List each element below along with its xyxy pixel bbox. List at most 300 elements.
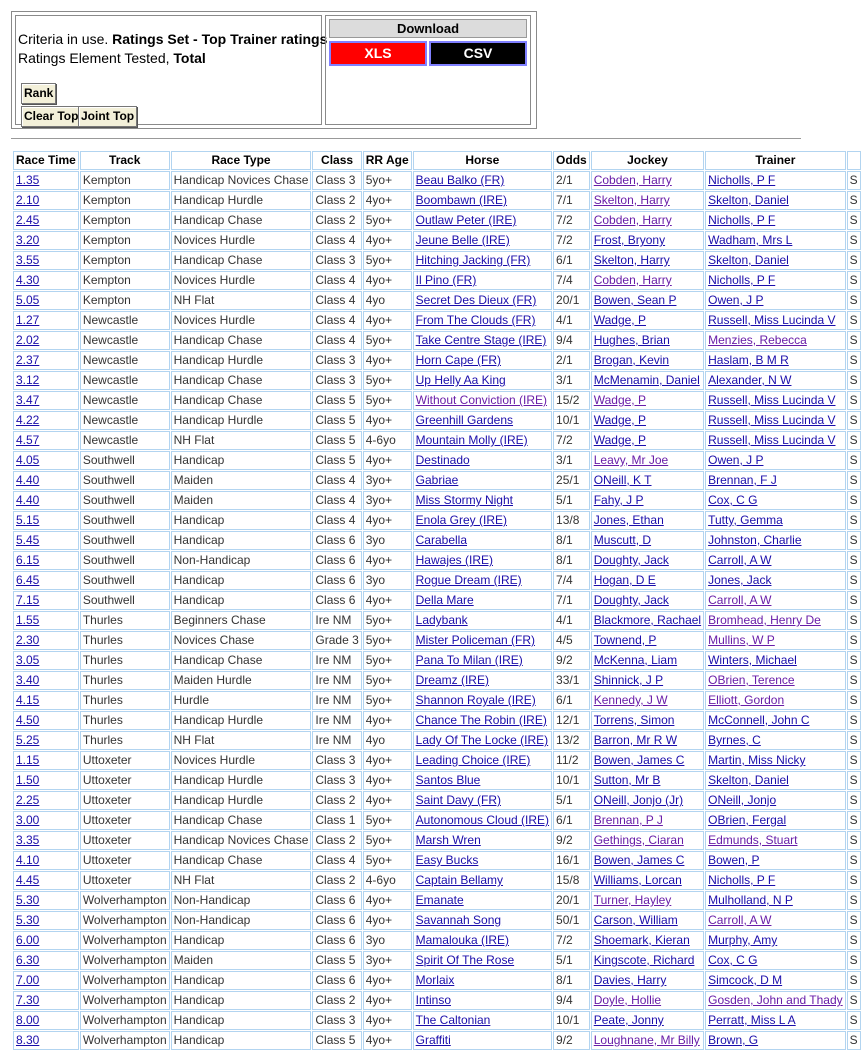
race-time-link[interactable]: 4.05 xyxy=(16,453,40,467)
trainer-link[interactable]: Mulholland, N P xyxy=(708,893,793,907)
race-time-link[interactable]: 4.30 xyxy=(16,273,40,287)
jockey-link[interactable]: Doughty, Jack xyxy=(593,553,669,567)
jockey-link[interactable]: Torrens, Simon xyxy=(593,713,675,727)
jockey-link[interactable]: Muscutt, D xyxy=(593,533,652,547)
cell-race-type: Beginners Chase xyxy=(171,611,312,630)
cell-extra: S xyxy=(847,591,861,610)
trainer-link[interactable]: Winters, Michael xyxy=(708,653,797,667)
trainer-link[interactable]: Murphy, Amy xyxy=(708,933,778,947)
trainer-link[interactable]: Byrnes, C xyxy=(708,733,761,747)
horse-link[interactable]: Destinado xyxy=(415,453,470,467)
horse-link[interactable]: Spirit Of The Rose xyxy=(415,953,515,967)
cell-trainer xyxy=(705,391,846,410)
cell-extra: S xyxy=(847,551,861,570)
criteria-text xyxy=(18,30,327,68)
jockey-link[interactable]: Barron, Mr R W xyxy=(593,733,678,747)
race-time-link[interactable]: 4.40 xyxy=(16,493,40,507)
cell-extra: S xyxy=(847,771,861,790)
horse-link[interactable]: Mamalouka (IRE) xyxy=(415,933,509,947)
race-time-link[interactable]: 6.30 xyxy=(16,953,40,967)
csv-download-button[interactable]: CSV xyxy=(429,41,527,66)
jockey-link[interactable]: McMenamin, Daniel xyxy=(593,373,700,387)
trainer-link[interactable]: Gosden, John and Thady xyxy=(708,993,843,1007)
header-odds: Odds xyxy=(553,151,590,170)
cell-horse xyxy=(413,911,552,930)
cell-race-type: Handicap Chase xyxy=(171,251,312,270)
horse-link[interactable]: Secret Des Dieux (FR) xyxy=(415,293,537,307)
jockey-link[interactable]: Cobden, Harry xyxy=(593,273,672,287)
race-time-link[interactable]: 4.57 xyxy=(16,433,40,447)
table-row xyxy=(13,411,861,430)
race-time-link[interactable]: 2.37 xyxy=(16,353,40,367)
race-time-link[interactable]: 2.02 xyxy=(16,333,40,347)
horse-link[interactable]: Jeune Belle (IRE) xyxy=(415,233,510,247)
race-time-link[interactable]: 4.45 xyxy=(16,873,40,887)
horse-link[interactable]: Mountain Molly (IRE) xyxy=(415,433,528,447)
cell-rr-age: 5yo+ xyxy=(363,651,412,670)
race-time-link[interactable]: 4.50 xyxy=(16,713,40,727)
rank-button[interactable]: Rank xyxy=(21,83,56,104)
cell-horse xyxy=(413,371,552,390)
jockey-link[interactable]: Brennan, P J xyxy=(593,813,663,827)
horse-link[interactable]: Pana To Milan (IRE) xyxy=(415,653,523,667)
cell-horse xyxy=(413,691,552,710)
race-time-link[interactable]: 4.40 xyxy=(16,473,40,487)
cell-odds: 13/2 xyxy=(553,731,590,750)
jockey-link[interactable]: Bowen, Sean P xyxy=(593,293,677,307)
table-row xyxy=(13,191,861,210)
table-row xyxy=(13,1031,861,1050)
jockey-link[interactable]: Bowen, James C xyxy=(593,753,685,767)
race-time-link[interactable]: 2.30 xyxy=(16,633,40,647)
horse-link[interactable]: Outlaw Peter (IRE) xyxy=(415,213,517,227)
horse-link[interactable]: Autonomous Cloud (IRE) xyxy=(415,813,550,827)
cell-horse xyxy=(413,711,552,730)
cell-horse xyxy=(413,511,552,530)
jockey-link[interactable]: Blackmore, Rachael xyxy=(593,613,702,627)
race-time-link[interactable]: 5.15 xyxy=(16,513,40,527)
jockey-link[interactable]: Wadge, P xyxy=(593,393,646,407)
trainer-link[interactable]: Nicholls, P F xyxy=(708,873,776,887)
cell-rr-age: 4yo+ xyxy=(363,971,412,990)
jockey-link[interactable]: Townend, P xyxy=(593,633,657,647)
cell-class: Class 1 xyxy=(312,811,361,830)
trainer-link[interactable]: Cox, C G xyxy=(708,953,758,967)
horse-link[interactable]: Mister Policeman (FR) xyxy=(415,633,535,647)
jockey-link[interactable]: Wadge, P xyxy=(593,433,646,447)
jockey-link[interactable]: Hughes, Brian xyxy=(593,333,670,347)
table-row xyxy=(13,891,861,910)
cell-trainer xyxy=(705,951,846,970)
jockey-link[interactable]: Carson, William xyxy=(593,913,678,927)
horse-link[interactable]: From The Clouds (FR) xyxy=(415,313,536,327)
table-row xyxy=(13,571,861,590)
race-time-link[interactable]: 7.15 xyxy=(16,593,40,607)
trainer-link[interactable]: Carroll, A W xyxy=(708,593,772,607)
trainer-link[interactable]: ONeill, Jonjo xyxy=(708,793,777,807)
horse-link[interactable]: Marsh Wren xyxy=(415,833,481,847)
trainer-link[interactable]: Russell, Miss Lucinda V xyxy=(708,433,836,447)
jockey-link[interactable]: Doughty, Jack xyxy=(593,593,669,607)
race-time-link[interactable]: 1.15 xyxy=(16,753,40,767)
race-time-link[interactable]: 3.12 xyxy=(16,373,40,387)
cell-race-time xyxy=(13,771,79,790)
table-row xyxy=(13,391,861,410)
horse-link[interactable]: Saint Davy (FR) xyxy=(415,793,501,807)
trainer-link[interactable]: Haslam, B M R xyxy=(708,353,789,367)
cell-extra: S xyxy=(847,991,861,1010)
header-extra xyxy=(847,151,861,170)
cell-race-type: Non-Handicap xyxy=(171,891,312,910)
race-time-link[interactable]: 1.55 xyxy=(16,613,40,627)
race-time-link[interactable]: 3.00 xyxy=(16,813,40,827)
cell-class: Class 3 xyxy=(312,371,361,390)
race-time-link[interactable]: 2.25 xyxy=(16,793,40,807)
jockey-link[interactable]: Fahy, J P xyxy=(593,493,644,507)
trainer-link[interactable]: Nicholls, P F xyxy=(708,173,776,187)
joint-top-button[interactable]: Joint Top xyxy=(78,106,137,127)
trainer-link[interactable]: Cox, C G xyxy=(708,493,758,507)
race-time-link[interactable]: 1.27 xyxy=(16,313,40,327)
cell-race-type: NH Flat xyxy=(171,431,312,450)
trainer-link[interactable]: Johnston, Charlie xyxy=(708,533,802,547)
cell-class: Class 3 xyxy=(312,251,361,270)
horse-link[interactable]: Gabriae xyxy=(415,473,459,487)
cell-horse xyxy=(413,1011,552,1030)
horse-link[interactable]: Savannah Song xyxy=(415,913,502,927)
cell-jockey xyxy=(591,891,704,910)
jockey-link[interactable]: Wadge, P xyxy=(593,313,646,327)
trainer-link[interactable]: Bowen, P xyxy=(708,853,760,867)
horse-link[interactable]: Hitching Jacking (FR) xyxy=(415,253,531,267)
cell-horse xyxy=(413,631,552,650)
jockey-link[interactable]: Jones, Ethan xyxy=(593,513,664,527)
trainer-link[interactable]: Skelton, Daniel xyxy=(708,193,789,207)
horse-link[interactable]: Take Centre Stage (IRE) xyxy=(415,333,547,347)
cell-track: Kempton xyxy=(80,271,170,290)
jockey-link[interactable]: Turner, Hayley xyxy=(593,893,672,907)
cell-race-type: Handicap Hurdle xyxy=(171,351,312,370)
cell-jockey xyxy=(591,311,704,330)
jockey-link[interactable]: Leavy, Mr Joe xyxy=(593,453,669,467)
cell-race-type: Non-Handicap xyxy=(171,551,312,570)
cell-odds: 9/2 xyxy=(553,651,590,670)
jockey-link[interactable]: Cobden, Harry xyxy=(593,213,672,227)
race-time-link[interactable]: 7.30 xyxy=(16,993,40,1007)
jockey-link[interactable]: Loughnane, Mr Billy xyxy=(593,1033,700,1047)
race-time-link[interactable]: 3.35 xyxy=(16,833,40,847)
cell-jockey xyxy=(591,751,704,770)
horse-link[interactable]: Dreamz (IRE) xyxy=(415,673,489,687)
horse-link[interactable]: Ladybank xyxy=(415,613,468,627)
cell-horse xyxy=(413,391,552,410)
trainer-link[interactable]: Mullins, W P xyxy=(708,633,775,647)
jockey-link[interactable]: Wadge, P xyxy=(593,413,646,427)
cell-race-type: Handicap xyxy=(171,971,312,990)
table-row xyxy=(13,291,861,310)
cell-extra: S xyxy=(847,211,861,230)
trainer-link[interactable]: Bromhead, Henry De xyxy=(708,613,821,627)
cell-race-time xyxy=(13,671,79,690)
trainer-link[interactable]: OBrien, Terence xyxy=(708,673,795,687)
cell-trainer xyxy=(705,711,846,730)
race-time-link[interactable]: 4.15 xyxy=(16,693,40,707)
cell-race-time xyxy=(13,311,79,330)
cell-jockey xyxy=(591,551,704,570)
cell-extra: S xyxy=(847,491,861,510)
cell-track: Kempton xyxy=(80,251,170,270)
jockey-link[interactable]: Gethings, Ciaran xyxy=(593,833,684,847)
horse-link[interactable]: Chance The Robin (IRE) xyxy=(415,713,547,727)
cell-track: Southwell xyxy=(80,551,170,570)
horse-link[interactable]: Intinso xyxy=(415,993,451,1007)
cell-jockey xyxy=(591,471,704,490)
jockey-link[interactable]: Doyle, Hollie xyxy=(593,993,662,1007)
cell-jockey xyxy=(591,191,704,210)
horse-link[interactable]: Boombawn (IRE) xyxy=(415,193,508,207)
cell-rr-age: 4yo+ xyxy=(363,411,412,430)
cell-race-type: NH Flat xyxy=(171,731,312,750)
cell-class: Class 4 xyxy=(312,231,361,250)
trainer-link[interactable]: Edmunds, Stuart xyxy=(708,833,798,847)
jockey-link[interactable]: Shoemark, Kieran xyxy=(593,933,690,947)
cell-rr-age: 3yo xyxy=(363,571,412,590)
horse-link[interactable]: Captain Bellamy xyxy=(415,873,504,887)
cell-rr-age: 5yo+ xyxy=(363,171,412,190)
table-row xyxy=(13,451,861,470)
jockey-link[interactable]: Brogan, Kevin xyxy=(593,353,670,367)
trainer-link[interactable]: OBrien, Fergal xyxy=(708,813,787,827)
race-time-link[interactable]: 3.20 xyxy=(16,233,40,247)
race-time-link[interactable]: 6.45 xyxy=(16,573,40,587)
cell-odds: 15/2 xyxy=(553,391,590,410)
cell-horse xyxy=(413,1031,552,1050)
cell-odds: 8/1 xyxy=(553,551,590,570)
trainer-link[interactable]: Simcock, D M xyxy=(708,973,783,987)
table-row xyxy=(13,631,861,650)
race-time-link[interactable]: 6.15 xyxy=(16,553,40,567)
cell-odds: 5/1 xyxy=(553,791,590,810)
cell-track: Wolverhampton xyxy=(80,931,170,950)
cell-race-type: Handicap xyxy=(171,451,312,470)
trainer-link[interactable]: Elliott, Gordon xyxy=(708,693,785,707)
table-row xyxy=(13,551,861,570)
xls-download-button[interactable]: XLS xyxy=(329,41,427,66)
race-time-link[interactable]: 5.30 xyxy=(16,893,40,907)
race-time-link[interactable]: 1.50 xyxy=(16,773,40,787)
horse-link[interactable]: Il Pino (FR) xyxy=(415,273,477,287)
horse-link[interactable]: Lady Of The Locke (IRE) xyxy=(415,733,549,747)
cell-race-time xyxy=(13,791,79,810)
horse-link[interactable]: Hawajes (IRE) xyxy=(415,553,493,567)
table-body xyxy=(13,171,861,1050)
cell-track: Uttoxeter xyxy=(80,751,170,770)
jockey-link[interactable]: Hogan, D E xyxy=(593,573,656,587)
trainer-link[interactable]: Owen, J P xyxy=(708,453,764,467)
cell-jockey xyxy=(591,291,704,310)
cell-race-time xyxy=(13,951,79,970)
horse-link[interactable]: Leading Choice (IRE) xyxy=(415,753,531,767)
jockey-link[interactable]: Davies, Harry xyxy=(593,973,667,987)
horse-link[interactable]: Easy Bucks xyxy=(415,853,479,867)
race-time-link[interactable]: 6.00 xyxy=(16,933,40,947)
cell-class: Ire NM xyxy=(312,671,361,690)
cell-rr-age: 4yo+ xyxy=(363,991,412,1010)
clear-top-button[interactable]: Clear Top xyxy=(21,106,81,127)
cell-race-type: Handicap xyxy=(171,1031,312,1050)
trainer-link[interactable]: Alexander, N W xyxy=(708,373,792,387)
trainer-link[interactable]: Nicholls, P F xyxy=(708,273,776,287)
trainer-link[interactable]: McConnell, John C xyxy=(708,713,810,727)
cell-odds: 16/1 xyxy=(553,851,590,870)
horse-link[interactable]: Morlaix xyxy=(415,973,455,987)
cell-extra: S xyxy=(847,391,861,410)
horse-link[interactable]: Without Conviction (IRE) xyxy=(415,393,548,407)
cell-jockey xyxy=(591,951,704,970)
race-time-link[interactable]: 5.30 xyxy=(16,913,40,927)
race-time-link[interactable]: 2.45 xyxy=(16,213,40,227)
table-row xyxy=(13,431,861,450)
cell-class: Class 3 xyxy=(312,351,361,370)
trainer-link[interactable]: Carroll, A W xyxy=(708,913,772,927)
trainer-link[interactable]: Russell, Miss Lucinda V xyxy=(708,393,836,407)
table-row xyxy=(13,271,861,290)
cell-class: Class 5 xyxy=(312,951,361,970)
cell-horse xyxy=(413,271,552,290)
horse-link[interactable]: Up Helly Aa King xyxy=(415,373,506,387)
race-time-link[interactable]: 5.45 xyxy=(16,533,40,547)
cell-race-time xyxy=(13,931,79,950)
horse-link[interactable]: Santos Blue xyxy=(415,773,481,787)
table-row xyxy=(13,991,861,1010)
trainer-link[interactable]: Nicholls, P F xyxy=(708,213,776,227)
cell-class: Class 4 xyxy=(312,291,361,310)
cell-trainer xyxy=(705,651,846,670)
cell-race-time xyxy=(13,551,79,570)
cell-horse xyxy=(413,851,552,870)
jockey-link[interactable]: Kennedy, J W xyxy=(593,693,668,707)
cell-odds: 2/1 xyxy=(553,171,590,190)
download-title: Download xyxy=(329,19,527,38)
trainer-link[interactable]: Brennan, F J xyxy=(708,473,777,487)
cell-track: Newcastle xyxy=(80,391,170,410)
cell-trainer xyxy=(705,271,846,290)
race-time-link[interactable]: 3.05 xyxy=(16,653,40,667)
race-time-link[interactable]: 3.40 xyxy=(16,673,40,687)
race-time-link[interactable]: 4.10 xyxy=(16,853,40,867)
cell-trainer xyxy=(705,211,846,230)
cell-class: Class 4 xyxy=(312,851,361,870)
trainer-link[interactable]: Skelton, Daniel xyxy=(708,253,789,267)
trainer-link[interactable]: Owen, J P xyxy=(708,293,764,307)
horse-link[interactable]: Graffiti xyxy=(415,1033,451,1047)
cell-extra: S xyxy=(847,711,861,730)
race-time-link[interactable]: 1.35 xyxy=(16,173,40,187)
trainer-link[interactable]: Menzies, Rebecca xyxy=(708,333,807,347)
jockey-link[interactable]: Skelton, Harry xyxy=(593,253,670,267)
jockey-link[interactable]: Peate, Jonny xyxy=(593,1013,664,1027)
jockey-link[interactable]: Frost, Bryony xyxy=(593,233,666,247)
jockey-link[interactable]: Williams, Lorcan xyxy=(593,873,682,887)
jockey-link[interactable]: Kingscote, Richard xyxy=(593,953,695,967)
cell-jockey xyxy=(591,231,704,250)
header-race-type: Race Type xyxy=(171,151,312,170)
race-time-link[interactable]: 8.30 xyxy=(16,1033,40,1047)
trainer-link[interactable]: Tutty, Gemma xyxy=(708,513,783,527)
horse-link[interactable]: Enola Grey (IRE) xyxy=(415,513,507,527)
trainer-link[interactable]: Brown, G xyxy=(708,1033,759,1047)
cell-extra: S xyxy=(847,531,861,550)
trainer-link[interactable]: Carroll, A W xyxy=(708,553,772,567)
jockey-link[interactable]: Sutton, Mr B xyxy=(593,773,661,787)
race-time-link[interactable]: 3.47 xyxy=(16,393,40,407)
cell-class: Class 6 xyxy=(312,891,361,910)
horse-link[interactable]: Shannon Royale (IRE) xyxy=(415,693,536,707)
cell-race-type: Handicap Chase xyxy=(171,811,312,830)
horse-link[interactable]: Carabella xyxy=(415,533,468,547)
jockey-link[interactable]: Skelton, Harry xyxy=(593,193,670,207)
trainer-link[interactable]: Jones, Jack xyxy=(708,573,772,587)
trainer-link[interactable]: Wadham, Mrs L xyxy=(708,233,793,247)
trainer-link[interactable]: Russell, Miss Lucinda V xyxy=(708,413,836,427)
horse-link[interactable]: Della Mare xyxy=(415,593,474,607)
race-time-link[interactable]: 4.22 xyxy=(16,413,40,427)
cell-class: Class 5 xyxy=(312,411,361,430)
race-time-link[interactable]: 5.05 xyxy=(16,293,40,307)
cell-trainer xyxy=(705,571,846,590)
jockey-link[interactable]: Shinnick, J P xyxy=(593,673,664,687)
cell-horse xyxy=(413,471,552,490)
cell-track: Thurles xyxy=(80,651,170,670)
table-row xyxy=(13,951,861,970)
jockey-link[interactable]: ONeill, Jonjo (Jr) xyxy=(593,793,684,807)
jockey-link[interactable]: McKenna, Liam xyxy=(593,653,678,667)
cell-rr-age: 5yo+ xyxy=(363,211,412,230)
horse-link[interactable]: Rogue Dream (IRE) xyxy=(415,573,522,587)
cell-rr-age: 3yo xyxy=(363,931,412,950)
jockey-link[interactable]: ONeill, K T xyxy=(593,473,652,487)
cell-track: Wolverhampton xyxy=(80,891,170,910)
race-time-link[interactable]: 8.00 xyxy=(16,1013,40,1027)
trainer-link[interactable]: Martin, Miss Nicky xyxy=(708,753,806,767)
cell-trainer xyxy=(705,771,846,790)
trainer-link[interactable]: Perratt, Miss L A xyxy=(708,1013,796,1027)
horse-link[interactable]: The Caltonian xyxy=(415,1013,491,1027)
jockey-link[interactable]: Cobden, Harry xyxy=(593,173,672,187)
jockey-link[interactable]: Bowen, James C xyxy=(593,853,685,867)
horse-link[interactable]: Beau Balko (FR) xyxy=(415,173,505,187)
trainer-link[interactable]: Russell, Miss Lucinda V xyxy=(708,313,836,327)
cell-extra: S xyxy=(847,311,861,330)
cell-jockey xyxy=(591,1011,704,1030)
race-time-link[interactable]: 5.25 xyxy=(16,733,40,747)
race-time-link[interactable]: 2.10 xyxy=(16,193,40,207)
cell-class: Grade 3 xyxy=(312,631,361,650)
cell-class: Class 4 xyxy=(312,271,361,290)
cell-horse xyxy=(413,591,552,610)
cell-track: Southwell xyxy=(80,471,170,490)
horse-link[interactable]: Horn Cape (FR) xyxy=(415,353,501,367)
race-time-link[interactable]: 3.55 xyxy=(16,253,40,267)
horse-link[interactable]: Emanate xyxy=(415,893,464,907)
horse-link[interactable]: Greenhill Gardens xyxy=(415,413,514,427)
cell-jockey xyxy=(591,811,704,830)
race-time-link[interactable]: 7.00 xyxy=(16,973,40,987)
cell-class: Class 2 xyxy=(312,191,361,210)
trainer-link[interactable]: Skelton, Daniel xyxy=(708,773,789,787)
cell-race-time xyxy=(13,651,79,670)
horse-link[interactable]: Miss Stormy Night xyxy=(415,493,513,507)
